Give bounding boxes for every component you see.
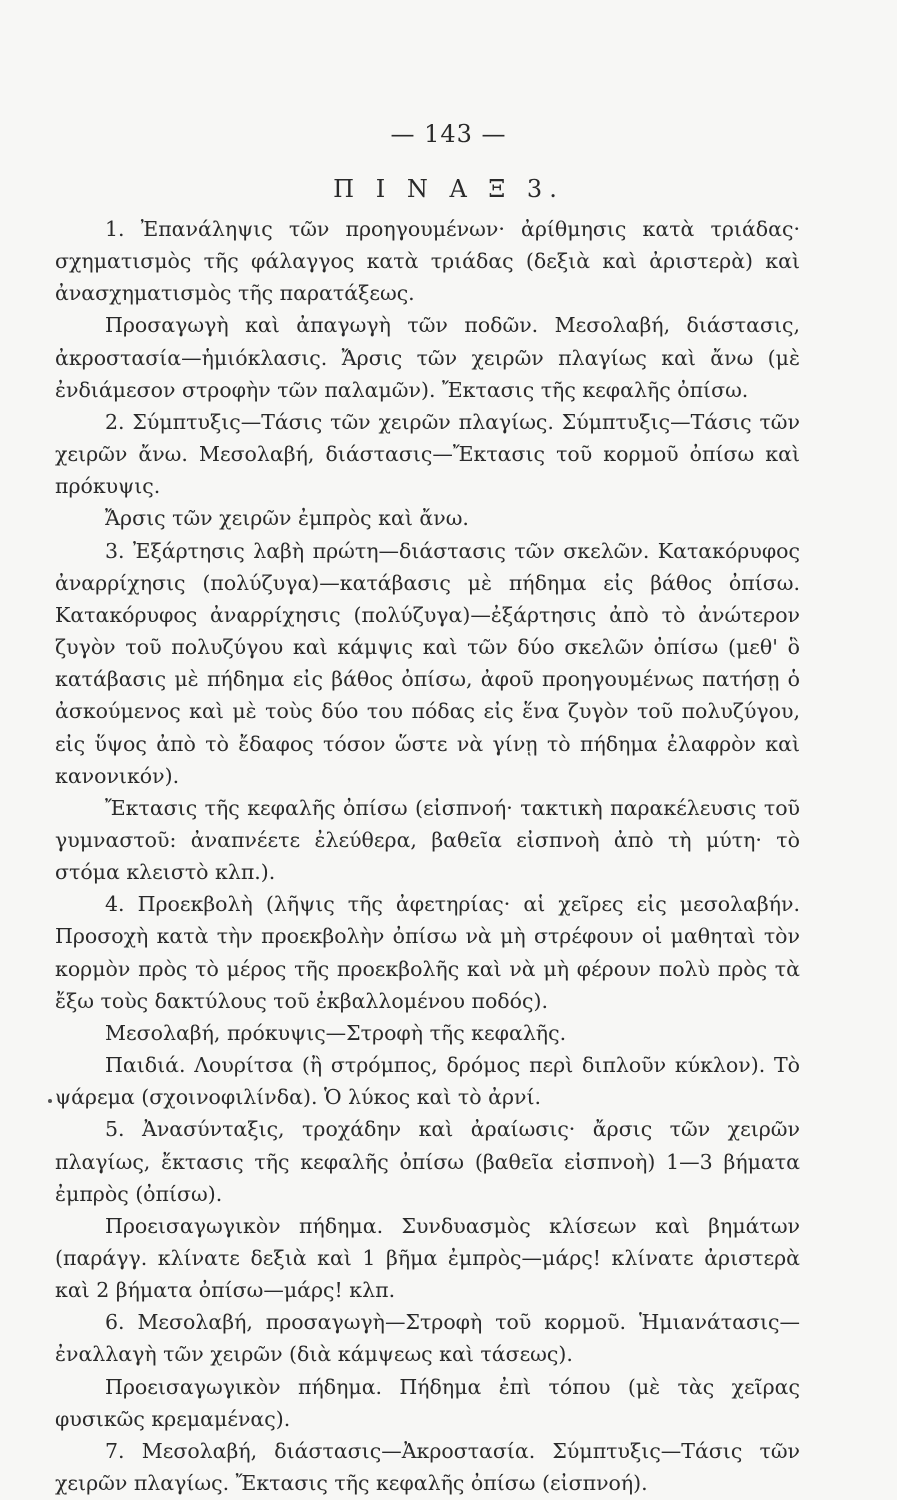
paragraph: Προσαγωγὴ καὶ ἀπαγωγὴ τῶν ποδῶν. Μεσολαβή, διάστασις, ἀκροστασία—ἡμιόκλασις. Ἄρσις τῶν χειρῶν πλαγίως καὶ ἄνω (μὲ ἐνδιάμεσον στροφὴν τῶν παλαμῶν). Ἔκτασις τῆς κεφαλῆς ὀπίσω. bbox=[55, 313, 800, 402]
paragraph: 4. Προεκβολὴ (λῆψις τῆς ἀφετηρίας· αἱ χεῖρες εἰς μεσολαβήν. Προσοχὴ κατὰ τὴν προεκβολὴν ὀπίσω νὰ μὴ στρέφουν οἱ μαθηταὶ τὸν κορμὸν πρὸς τὸ μέρος τῆς προεκβολῆς καὶ νὰ μὴ φέρουν πολὺ πρὸς τὰ ἔξω τοὺς δακτύλους τοῦ ἐκβαλλομένου ποδός). bbox=[55, 892, 800, 1013]
page-number: — 143 — bbox=[390, 120, 507, 148]
paragraph: 7. Μεσολαβή, διάστασις—Ἀκροστασία. Σύμπτυξις—Τάσις τῶν χειρῶν πλαγίως. Ἔκτασις τῆς κεφαλῆς ὀπίσω (εἰσπνοή). bbox=[55, 1438, 800, 1496]
page-title: Π Ι Ν Α Ξ 3. bbox=[333, 175, 564, 203]
paragraph: 1. Ἐπανάληψις τῶν προηγουμένων· ἀρίθμησις κατὰ τριάδας· σχηματισμὸς τῆς φάλαγγος κατὰ τριάδας (δεξιὰ καὶ ἀριστερὰ) καὶ ἀνασχηματισμὸς τῆς παρατάξεως. bbox=[55, 217, 800, 306]
paragraph: Παιδιά. Λουρίτσα (ἢ στρόμπος, δρόμος περὶ διπλοῦν κύκλον). Τὸ ψάρεμα (σχοινοφιλίνδα). Ὁ λύκος καὶ τὸ ἀρνί. bbox=[55, 1053, 800, 1110]
paragraph: 6. Μεσολαβή, προσαγωγὴ—Στροφὴ τοῦ κορμοῦ. Ἡμιανάτασις—ἐναλλαγὴ τῶν χειρῶν (διὰ κάμψεως καὶ τάσεως). bbox=[55, 1310, 800, 1367]
paragraph: Προεισαγωγικὸν πήδημα. Πήδημα ἐπὶ τόπου (μὲ τὰς χεῖρας φυσικῶς κρεμαμένας). bbox=[55, 1374, 800, 1431]
paragraph: Ἔκτασις τῆς κεφαλῆς ὀπίσω (εἰσπνοή· τακτικὴ παρακέλευσις τοῦ γυμναστοῦ: ἀναπνέετε ἐλεύθερα, βαθεῖα εἰσπνοὴ ἀπὸ τὴ μύτη· τὸ στόμα κλειστὸ κλπ.). bbox=[55, 795, 800, 885]
paragraph: 5. Ἀνασύνταξις, τροχάδην καὶ ἀραίωσις· ἄρσις τῶν χειρῶν πλαγίως, ἔκτασις τῆς κεφαλῆς ὀπίσω (βαθεῖα εἰσπνοὴ) 1—3 βήματα ἐμπρὸς (ὀπίσω). bbox=[55, 1117, 800, 1206]
paragraph: 2. Σύμπτυξις—Τάσις τῶν χειρῶν πλαγίως. Σύμπτυξις—Τάσις τῶν χειρῶν ἄνω. Μεσολαβή, διάστασις—Ἔκτασις τοῦ κορμοῦ ὀπίσω καὶ πρόκυψις. bbox=[55, 409, 800, 499]
body-text bbox=[55, 213, 800, 1499]
print-speck-decoration bbox=[48, 1099, 52, 1103]
paragraph: Μεσολαβή, πρόκυψις—Στροφὴ τῆς κεφαλῆς. bbox=[105, 1020, 567, 1045]
paragraph: 3. Ἐξάρτησις λαβὴ πρώτη—διάστασις τῶν σκελῶν. Κατακόρυφος ἀναρρίχησις (πολύζυγα)—κατάβασις μὲ πήδημα εἰς βάθος ὀπίσω. Κατακόρυφος ἀναρρίχησις (πολύζυγα)—ἐξάρτησις ἀπὸ τὸ ἀνώτερον ζυγὸν τοῦ πολυζύγου καὶ κάμψις καὶ τῶν δύο σκελῶν ὀπίσω (μεθ' ὃ κατάβασις μὲ πήδημα εἰς βάθος ὀπίσω, ἀφοῦ προηγουμένως πατήσῃ ὁ ἀσκούμενος καὶ μὲ τοὺς δύο του πόδας εἰς ἕνα ζυγὸν τοῦ πολυζύγου, εἰς ὕψος ἀπὸ τὸ ἔδαφος τόσον ὥστε νὰ γίνῃ τὸ πήδημα ἐλαφρὸν καὶ κανονικόν). bbox=[55, 538, 800, 788]
paragraph: Ἄρσις τῶν χειρῶν ἐμπρὸς καὶ ἄνω. bbox=[105, 506, 469, 531]
paragraph: Προεισαγωγικὸν πήδημα. Συνδυασμὸς κλίσεων καὶ βημάτων (παράγγ. κλίνατε δεξιὰ καὶ 1 βῆμα ἐμπρὸς—μάρς! κλίνατε ἀριστερὰ καὶ 2 βήματα ὀπίσω—μάρς! κλπ. bbox=[55, 1213, 800, 1303]
